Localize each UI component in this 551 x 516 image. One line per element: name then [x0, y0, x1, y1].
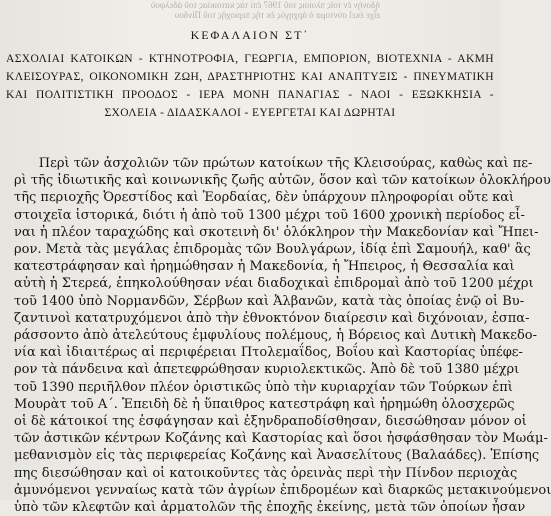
summary-line: ΚΛΕΙΣΟΥΡΑΣ, ΟΙΚΟΝΟΜΙΚΗ ΖΩΗ, ΔΡΑΣΤΗΡΙΟΤΗΣ ΚΑΙ ΑΝΑΠΤΥΞΙΣ - ΠΝΕΥΜΑΤΙΚΗ — [6, 71, 494, 83]
bleed-through-text — [0, 0, 500, 22]
body-line: ρὶ τῆς ἰδιωτικῆς καὶ κοινωνικῆς ζωῆς αὐτῶν, ὅσον καὶ τῶν κατοίκων ὁλοκλήρου — [14, 173, 551, 189]
body-line: αὐτὴ ἡ Στερεά, ἐπηκολούθησαν νέαι διαδοχικαὶ ἐπιδρομαὶ ἀπὸ τοῦ 1200 μέχρι — [14, 276, 534, 292]
body-line: τῶν ἀστικῶν κέντρων Κοζάνης καὶ Καστορίας καὶ ὅσοι ἠσφάσθησαν τὸν Μωάμ- — [14, 431, 548, 447]
body-line: μεθανισμὸν εἰς τὰς περιφερείας Κοζάνης καὶ Ἀνασελίτους (Βαλαάδες). Ἐπίσης — [14, 448, 540, 464]
body-line: ρον τὰ πάνδεινα καὶ ἀπετεφρώθησαν κυριολεκτικῶς. Ἀπὸ δὲ τοῦ 1380 μέχρι — [14, 362, 520, 378]
body-line: τῆς περιοχῆς Ὀρεστίδος καὶ Ἐορδαίας, δὲν ὑπάρχουν πληροφορίαι οὔτε καὶ — [14, 190, 515, 206]
body-line: νία καὶ ἰδιαιτέρως αἱ περιφέρειαι Πτολεμαΐδος, Βοΐου καὶ Καστορίας ὑπέφε- — [14, 345, 523, 361]
summary-line: ΣΧΟΛΕΙΑ - ΔΙΔΑΣΚΑΛΟΙ - ΕΥΕΡΓΕΤΑΙ ΚΑΙ ΔΩΡΗΤΑΙ — [104, 107, 396, 119]
body-line: στοιχεῖα ἱστορικά, διότι ἡ ἀπὸ τοῦ 1300 μέχρι τοῦ 1600 χρονικὴ περίοδος εἶ- — [14, 207, 525, 223]
body-text — [14, 155, 551, 516]
body-line: τοῦ 1390 περιῆλθον πλέον ὁριστικῶς ὑπὸ τὴν κυριαρχίαν τῶν Τούρκων ἐπὶ — [14, 379, 513, 395]
body-line: ἀμυνόμενοι γενναίως κατὰ τῶν ἀγρίων ἐπιδρομέων καὶ διαρκῶς μετακινούμενοι — [14, 482, 551, 498]
bleed-through-line: εἶχε ἐκεῖ σύντομα ὁ ἀρχηγὸς ἐκ τῆς περιοχῆς τοῦ Πίνδου — [174, 10, 380, 20]
chapter-summary — [6, 50, 494, 122]
summary-line: ΚΑΙ ΠΟΛΙΤΙΣΤΙΚΗ ΠΡΟΟΔΟΣ - ΙΕΡΑ ΜΟΝΗ ΠΑΝΑΓΙΑΣ - ΝΑΟΙ - ΕΞΩΚΚΗΣΙΑ - — [6, 89, 494, 101]
chapter-title: ΚΕΦΑΛΑΙΟΝ ΣΤ΄ — [190, 28, 310, 42]
summary-line: ΑΣΧΟΛΙΑΙ ΚΑΤΟΙΚΩΝ - ΚΤΗΝΟΤΡΟΦΙΑ, ΓΕΩΡΓΙΑ, ΕΜΠΟΡΙΟΝ, ΒΙΟΤΕΧΝΙΑ - ΑΚΜΗ — [6, 53, 494, 65]
bleed-through-line: ἡδονὴν ἐν τοῖς πλοίοις τοῦ 1967 ἐπὶ τὰς κατοικίας τοῦ ἀδελφοῦ — [150, 0, 380, 10]
body-line: πης διεσώθησαν καὶ οἱ κατοικοῦντες τὰς ὀρεινὰς περὶ τὴν Πίνδον περιοχὰς — [14, 465, 518, 481]
body-line: κατεστράφησαν καὶ ἠρημώθησαν ἡ Μακεδονία, ἡ Ἤπειρος, ἡ Θεσσαλία καὶ — [14, 259, 515, 275]
body-line: Μουρὰτ τοῦ Α΄. Ἐπειδὴ δὲ ἡ ὕπαιθρος κατεστράφη καὶ ἠρημώθη ὁλοσχερῶς — [14, 396, 515, 412]
body-line: τοῦ 1400 ὑπὸ Νορμανδῶν, Σέρβων καὶ Ἀλβανῶν, κατὰ τὰς ὁποίας ἐνῷ οἱ Βυ- — [14, 293, 525, 309]
body-line: ράσσοντο ἀπὸ ἀτελεύτους ἐμφυλίους πολέμους, ἡ Βόρειος καὶ Δυτικὴ Μακεδο- — [14, 328, 537, 344]
body-line: ζαντινοὶ κατατρυχόμενοι ἀπὸ τὴν ἐθνοκτόνον διαίρεσιν καὶ διχόνοιαν, ἐσπα- — [14, 310, 530, 326]
body-line: ὑπὸ τῶν κλεφτῶν καὶ ἀρματολῶν τῆς ἐποχῆς ἐκείνης, μετὰ τῶν ὁποίων ἦσαν — [14, 500, 526, 516]
body-line: ρον. Μετὰ τὰς μεγάλας ἐπιδρομὰς τῶν Βουλγάρων, ἰδίᾳ ἐπὶ Σαμουήλ, καθ' ἃς — [14, 242, 531, 258]
body-line: ναι ἡ πλέον ταραχώδης καὶ σκοτεινὴ δι' ὁλόκληρον τὴν Μακεδονίαν καὶ Ἤπει- — [14, 224, 539, 240]
body-line: οἱ δὲ κάτοικοί της ἐσφάγησαν καὶ ἐξηνδραποδίσθησαν, διεσώθησαν μόνον οἱ — [14, 414, 527, 430]
body-line: Περὶ τῶν ἀσχολιῶν τῶν πρώτων κατοίκων τῆς Κλεισούρας, καθὼς καὶ πε- — [14, 156, 533, 171]
